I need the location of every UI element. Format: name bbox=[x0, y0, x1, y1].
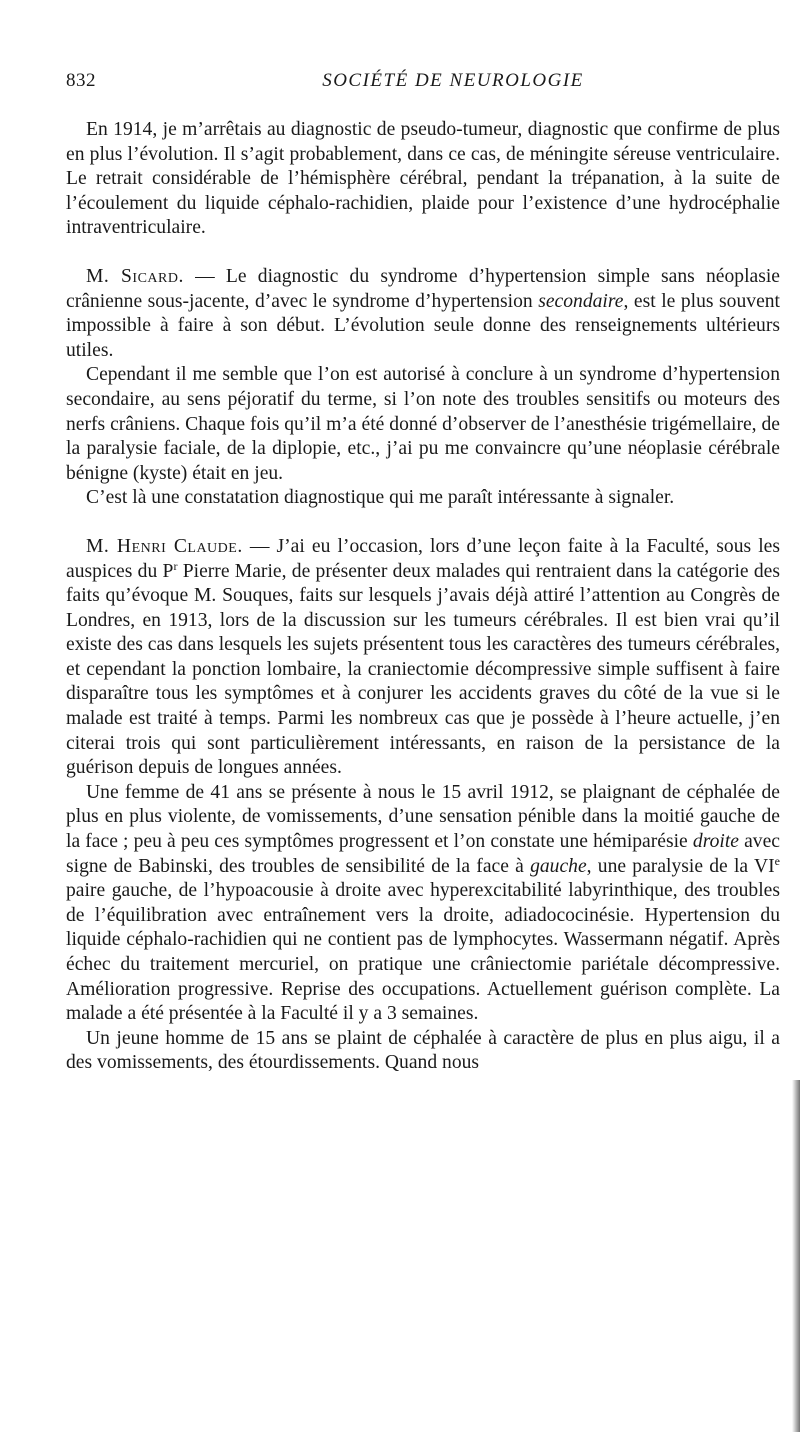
paragraph: M. Sicard. — Le diagnostic du syndrome d’hypertension simple sans néoplasie crânienne sous-jacente, d’avec le syndrome d’hypertension secondaire, est le plus souvent impossible à faire à son début. L’évolution seule donne des renseignements ultérieurs utiles. bbox=[66, 265, 781, 361]
paragraph: En 1914, je m’arrêtais au diagnostic de pseudo-tumeur, diagnostic que confirme de plus en plus l’évolution. Il s’agit probablement, dans ce cas, de méningite séreuse ventriculaire. Le retrait considérable de l’hémisphère cérébral, pendant la trépanation, à la suite de l’écoulement du liquide céphalo-rachidien, plaide pour l’existence d’une hydrocéphalie intraventriculaire. bbox=[66, 119, 780, 239]
paragraph: C’est là une constatation diagnostique qui me paraît intéressante à signaler. bbox=[86, 487, 675, 509]
paragraph: Une femme de 41 ans se présente à nous le 15 avril 1912, se plaignant de céphalée de plus en plus violente, de vomissements, d’une sensation pénible dans la moitié gauche de la face ; peu à peu ces symptômes progressent et l’on constate une hémiparésie droite avec signe de Babinski, des troubles de sensibilité de la face à gauche, une paralysie de la VIe paire gauche, de l’hypoacousie à droite avec hyperexcitabilité labyrinthique, des troubles de l’équilibration avec entraînement vers la droite, adiadococinésie. Hypertension du liquide céphalo-rachidien qui ne contient pas de lymphocytes. Wassermann négatif. Après échec du traitement mercuriel, on pratique une crâniectomie pariétale décompressive. Amélioration progressive. Reprise des occupations. Actuellement guérison complète. La malade a été présentée à la Faculté il y a 3 semaines. bbox=[66, 781, 780, 1025]
paragraph: Un jeune homme de 15 ans se plaint de céphalée à caractère de plus en plus aigu, il a des vomissements, des étourdissements. Quand nous bbox=[66, 1027, 780, 1074]
emphasis: droite bbox=[692, 831, 739, 853]
page-header bbox=[66, 70, 780, 100]
running-title: SOCIÉTÉ DE NEUROLOGIE bbox=[322, 70, 584, 91]
paragraph: M. Henri Claude. — J’ai eu l’occasion, lors d’une leçon faite à la Faculté, sous les auspices du $P^r$ Pierre Marie, de présenter deux malades qui rentraient dans la catégorie des faits qu’évoque M. Souques, faits sur lesquels j’avais déjà attiré l’attention au Congrès de Londres, en 1913, lors de la discussion sur les tumeurs cérébrales. Il est bien vrai qu’il existe des cas dans lesquels les sujets présentent tous les caractères des tumeurs cérébrales, et cependant la ponction lombaire, la craniectomie décompressive simple suffisent à faire disparaître tous les symptômes et à conjurer les accidents graves du côté de la vue si le malade est traité à temps. Parmi les nombreux cas que je possède à l’heure actuelle, j’en citerai trois qui sont particulièrement intéressants, en raison de la persistance de la guérison depuis de longues années. bbox=[66, 535, 780, 779]
page-number: 832 bbox=[66, 70, 96, 91]
emphasis: gauche bbox=[530, 855, 587, 877]
emphasis: secondaire bbox=[538, 290, 624, 312]
paragraph: Cependant il me semble que l’on est autorisé à conclure à un syndrome d’hypertension secondaire, au sens péjoratif du terme, si l’on note des troubles sensitifs ou moteurs des nerfs crâniens. Chaque fois qu’il m’a été donné d’observer de l’anesthésie trigémellaire, de la paralysie faciale, de la diplopie, etc., j’ai pu me convaincre qu’une néoplasie cérébrale bénigne (kyste) était en jeu. bbox=[66, 364, 780, 484]
page-edge-shadow bbox=[792, 1080, 800, 1432]
speaker-name: M. Henri Claude. bbox=[86, 535, 243, 557]
speaker-name: M. Sicard. bbox=[86, 265, 184, 287]
body-text bbox=[66, 118, 780, 1076]
